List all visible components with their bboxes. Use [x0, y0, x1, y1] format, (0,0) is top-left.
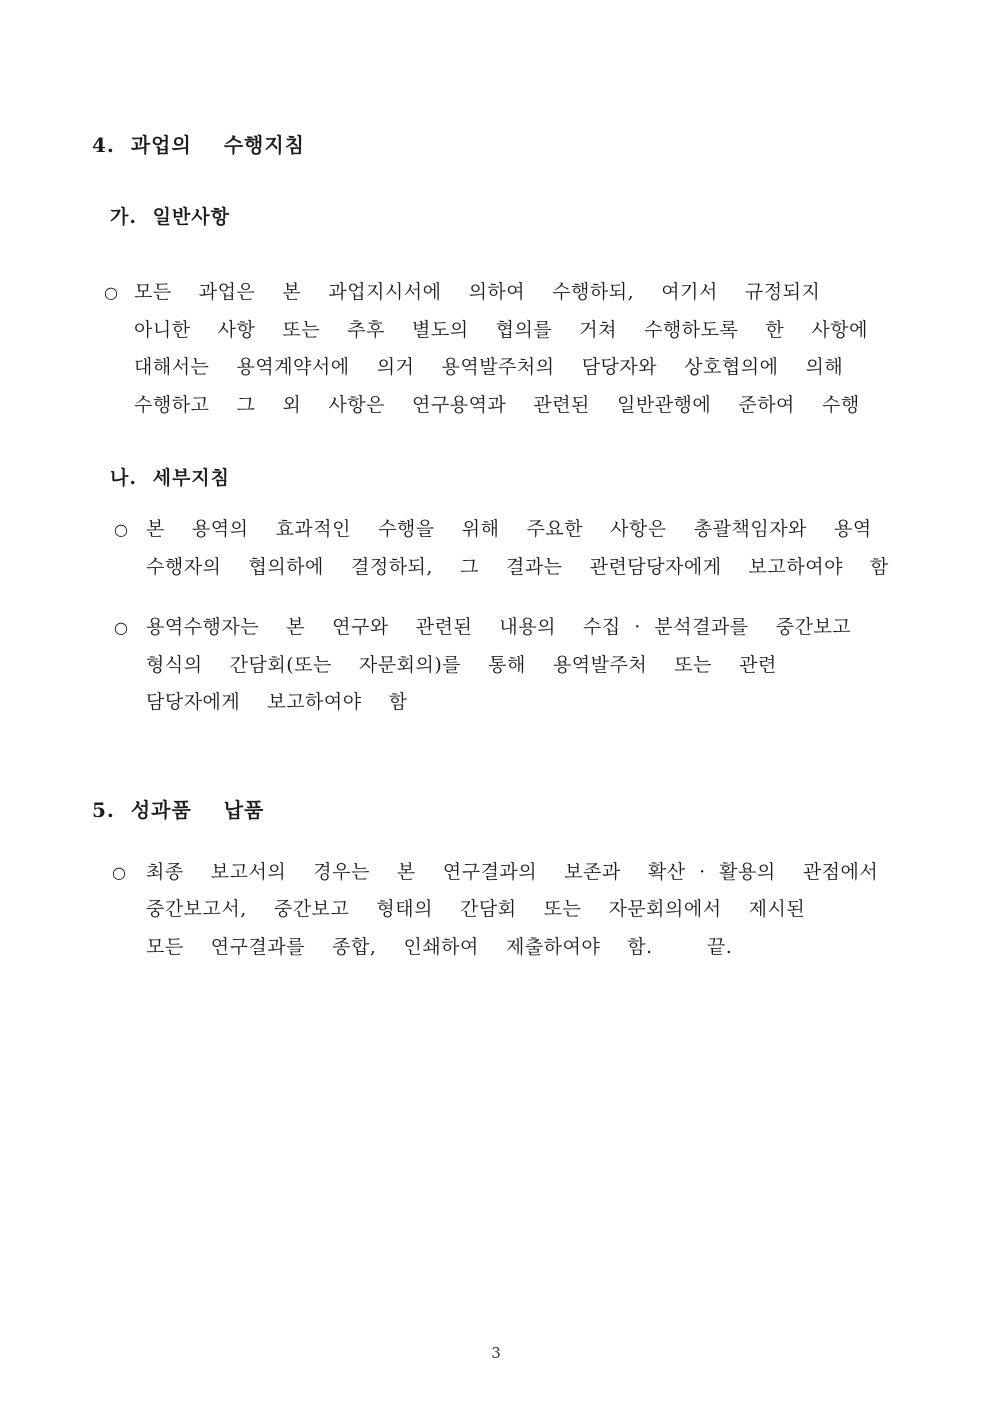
bullet-detail-guideline-2 — [114, 609, 992, 722]
section-5-heading: 5. 성과품 납품 — [92, 797, 265, 822]
bullet-text — [146, 511, 992, 586]
circle-bullet-icon: ○ — [112, 862, 126, 882]
text-line: 대해서는 용역계약서에 의거 용역발주처의 담당자와 상호협의에 의해 — [134, 356, 844, 378]
text-line: 담당자에게 보고하여야 함 — [146, 691, 408, 713]
text-line: 아니한 사항 또는 추후 별도의 협의를 거쳐 수행하도록 한 사항에 — [134, 318, 868, 341]
text-line: 본 용역의 효과적인 수행을 위해 주요한 사항은 총괄책임자와 용역 — [146, 518, 872, 540]
bullet-detail-guideline-1 — [114, 511, 992, 586]
text-line: 최종 보고서의 경우는 본 연구결과의 보존과 확산 · 활용의 관점에서 — [146, 860, 879, 883]
subsection-na-heading: 나. 세부지침 — [110, 467, 230, 489]
text-line: 중간보고서, 중간보고 형태의 간담회 또는 자문회의에서 제시된 — [146, 898, 806, 920]
circle-bullet-icon: ○ — [104, 283, 118, 302]
text-line: 형식의 간담회(또는 자문회의)를 통해 용역발주처 또는 관련 — [146, 653, 777, 676]
bullet-deliverables — [112, 854, 992, 967]
text-line: 모든 연구결과를 종합, 인쇄하여 제출하여야 함. 끝. — [146, 935, 733, 958]
section-4-heading: 4. 과업의 수행지침 — [92, 133, 306, 157]
bullet-text — [146, 609, 992, 722]
subsection-ga-heading: 가. 일반사항 — [110, 206, 230, 228]
text-line: 수행자의 협의하에 결정하되, 그 결과는 관련담당자에게 보고하여야 함 — [146, 555, 889, 578]
circle-bullet-icon: ○ — [114, 520, 128, 539]
text-line: 모든 과업은 본 과업지시서에 의하여 수행하되, 여기서 규정되지 — [134, 281, 821, 303]
text-line: 용역수행자는 본 연구와 관련된 내용의 수집 · 분석결과를 중간보고 — [146, 616, 852, 638]
bullet-text — [134, 274, 992, 424]
text-line: 수행하고 그 외 사항은 연구용역과 관련된 일반관행에 준하여 수행 — [134, 393, 860, 416]
circle-bullet-icon: ○ — [114, 618, 128, 637]
bullet-text — [146, 854, 992, 967]
bullet-general-guidelines — [104, 274, 992, 424]
page-number: 3 — [491, 1344, 501, 1362]
